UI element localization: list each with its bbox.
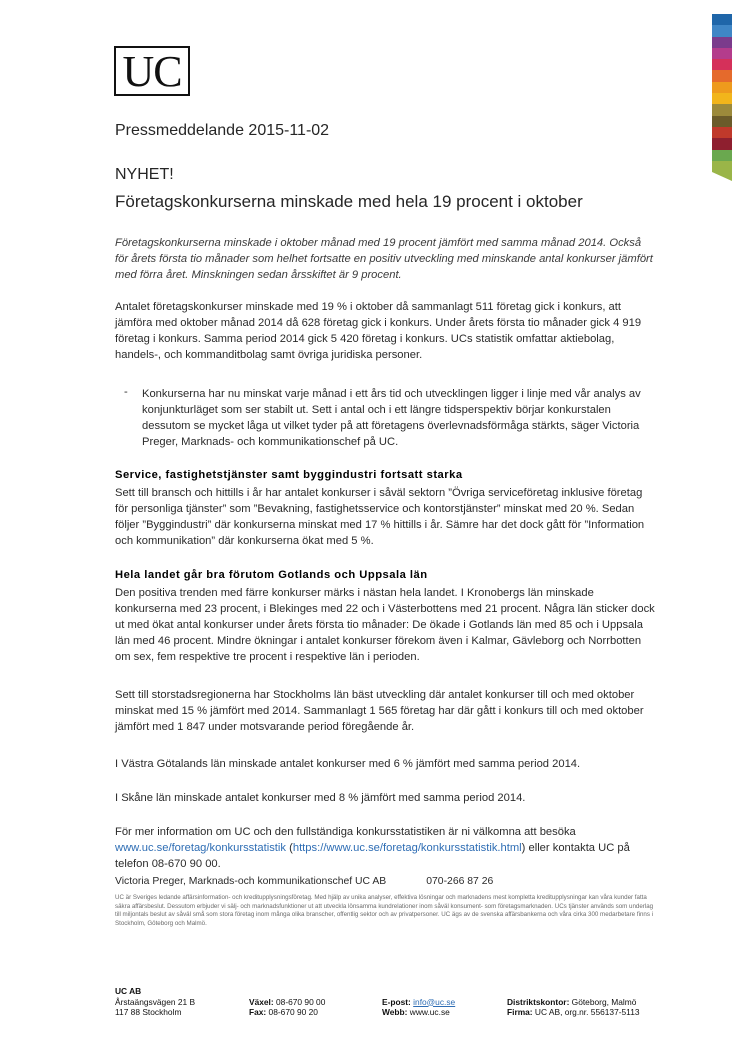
quote-dash: - (124, 386, 128, 398)
body-paragraph-vastra-gotaland: I Västra Götalands län minskade antalet konkurser med 6 % jämfört med samma period 2014. (115, 758, 581, 770)
press-release-date: Pressmeddelande 2015-11-02 (115, 122, 330, 139)
section-heading-regions: Hela landet går bra förutom Gotlands och Uppsala län (115, 569, 428, 581)
footer-switch-label: Växel: (249, 996, 274, 1007)
brand-stripe-3 (712, 37, 732, 48)
paren-open: ( (286, 842, 293, 854)
brand-stripe-5 (712, 59, 732, 70)
footer-fax-value: 08-670 90 20 (266, 1007, 318, 1017)
brand-stripe-7 (712, 82, 732, 93)
footer-switch-value: 08-670 90 00 (273, 996, 326, 1007)
footer-district-value: Göteborg, Malmö (569, 996, 637, 1007)
brand-stripe-6 (712, 70, 732, 81)
footer-firm-value: UC AB, org.nr. 556137-5113 (532, 1007, 640, 1017)
body-paragraph-1: Antalet företagskonkurser minskade med 19 % i oktober då sammanlagt 511 företag gick i konkurs, att jämföra med oktober månad 2014 då 628 företag gick i konkurs. Under årets första tio månader gick 4 919 företag i konkurs. Samma period 2014 gick 5 420 företag i konkurs. UCs statistik omfattar aktiebolag, handels-, och kommanditbolag samt övriga juridiska personer. (115, 301, 642, 361)
body-paragraph-skane: I Skåne län minskade antalet konkurser med 8 % jämfört med samma period 2014. (115, 792, 526, 804)
footer-email-label: E-post: (382, 996, 411, 1007)
brand-stripe-tail (712, 172, 732, 181)
news-label: NYHET! (115, 166, 174, 183)
footer-address-street: Årstaängsvägen 21 B (115, 996, 196, 1007)
footer-phones (249, 997, 325, 1018)
brand-stripe-2 (712, 25, 732, 36)
footer-web (382, 997, 455, 1018)
brand-stripe-13 (712, 150, 732, 161)
brand-stripe-8 (712, 93, 732, 104)
statistics-full-url-link[interactable]: https://www.uc.se/foretag/konkursstatistik.html (292, 842, 522, 854)
more-info-outro: ) eller kontakta UC på telefon 08-670 90 00. (115, 842, 630, 870)
footer-email-link[interactable]: info@uc.se (413, 996, 456, 1007)
more-info-intro: För mer information om UC och den fullständiga konkursstatistiken är ni välkomna att besöka (115, 826, 576, 838)
footer-address-city: 117 88 Stockholm (115, 1007, 182, 1017)
section-text-service: Sett till bransch och hittills i år har antalet konkurser i såväl sektorn ”Övriga serviceföretag inklusive företag för personliga tjänster” som ”Bevakning, fastighetsservice och kontorstjänster” minskat med 20 %. Sedan följer ”Byggindustri” där konkurserna minskat med 17 % hittills i år. Sämre har det dock gått för ”Information och kommunikation” där konkurserna ökat med 5 %. (115, 487, 645, 547)
brand-stripe-10 (712, 116, 732, 127)
footer-web-label: Webb: (382, 1007, 408, 1017)
brand-stripe-12 (712, 138, 732, 149)
brand-stripe-11 (712, 127, 732, 138)
headline: Företagskonkurserna minskade med hela 19 procent i oktober (115, 192, 583, 211)
footer-web-value: www.uc.se (407, 1007, 450, 1017)
contact-phone: 070-266 87 26 (426, 876, 494, 887)
quote-paragraph: Konkurserna har nu minskat varje månad i ett års tid och utvecklingen ligger i linje med vår analys av konjunkturläget som ser stabilt ut. Sett i antal och i ett längre tidsperspektiv börjar konkurstalen dessutom se mycket låga ut vilket tyder på att företagens överlevnadsförmåga stärkts, säger Victoria Preger, Marknads- och kommunikationschef på UC. (142, 388, 641, 448)
brand-stripe-4 (712, 48, 732, 59)
more-info-paragraph (115, 824, 655, 872)
footer-district-label: Distriktskontor: (507, 996, 570, 1007)
contact-line (115, 876, 493, 887)
section-text-regions: Den positiva trenden med färre konkurser märks i nästan hela landet. I Kronobergs län minskade konkurserna med 23 procent, i Blekinges med 22 och i Västerbottens med 21 procent. Några län sticker dock ut med ökat antal konkurser under årets första tio månader: De ökade i Gotlands län med 85 och i Uppsala län med 46 procent. Mindre ökningar i antalet konkurser förekom även i Kalmar, Gävleborg och Norrbotten om sex, fem respektive tre procent i respektive län i perioden. (115, 587, 655, 663)
brand-stripe-9 (712, 104, 732, 115)
footer-address (115, 986, 195, 1018)
footer-company: UC AB (115, 986, 142, 996)
lead-paragraph: Företagskonkurserna minskade i oktober månad med 19 procent jämfört med samma månad 2014. Också för årets första tio månader som helhet fortsatte en positiv utveckling med minskande antal konkurser jämfört med förra året. Minskningen sedan årsskiftet är 9 procent. (115, 237, 653, 281)
brand-stripe-1 (712, 14, 732, 25)
brand-stripe-14 (712, 161, 732, 172)
contact-name: Victoria Preger, Marknads-och kommunikationschef UC AB (115, 876, 387, 887)
section-heading-service: Service, fastighetstjänster samt byggindustri fortsatt starka (115, 469, 463, 481)
footer-offices (507, 997, 640, 1018)
footer-fax-label: Fax: (249, 1007, 267, 1017)
brand-color-stripes (712, 14, 732, 181)
company-fine-print: UC är Sveriges ledande affärsinformation- och kreditupplysningsföretag. Med hjälp av unika analyser, effektiva lösningar och marknadens mest kompletta kreditupplysningar kan våra kunder fatta säkra affärsbeslut. Dessutom erbjuder vi sälj- och marknadsfunktioner ut att utveckla lönsamma kundrelationer inom såväl konsument- som företagsmarknaden. UCs tjänster används som underlag till miljontals beslut av såväl små som stora företag inom många olika branscher, offentlig sektor och av privatpersoner. UC ägs av de svenska affärsbankerna och våra cirka 300 medarbetare finns i Stockholm, Göteborg och Malmö. (115, 894, 654, 927)
statistics-link[interactable]: www.uc.se/foretag/konkursstatistik (115, 842, 286, 854)
body-paragraph-stockholm: Sett till storstadsregionerna har Stockholms län bäst utveckling där antalet konkurser till och med oktober minskat med 15 % jämfört med 2014. Sammanlagt 1 565 företag har där gått i konkurs till och med oktober jämfört med 1 847 under motsvarande period föregående år. (115, 689, 644, 733)
footer-firm-label: Firma: (507, 1007, 533, 1017)
uc-logo: UC (114, 46, 190, 96)
